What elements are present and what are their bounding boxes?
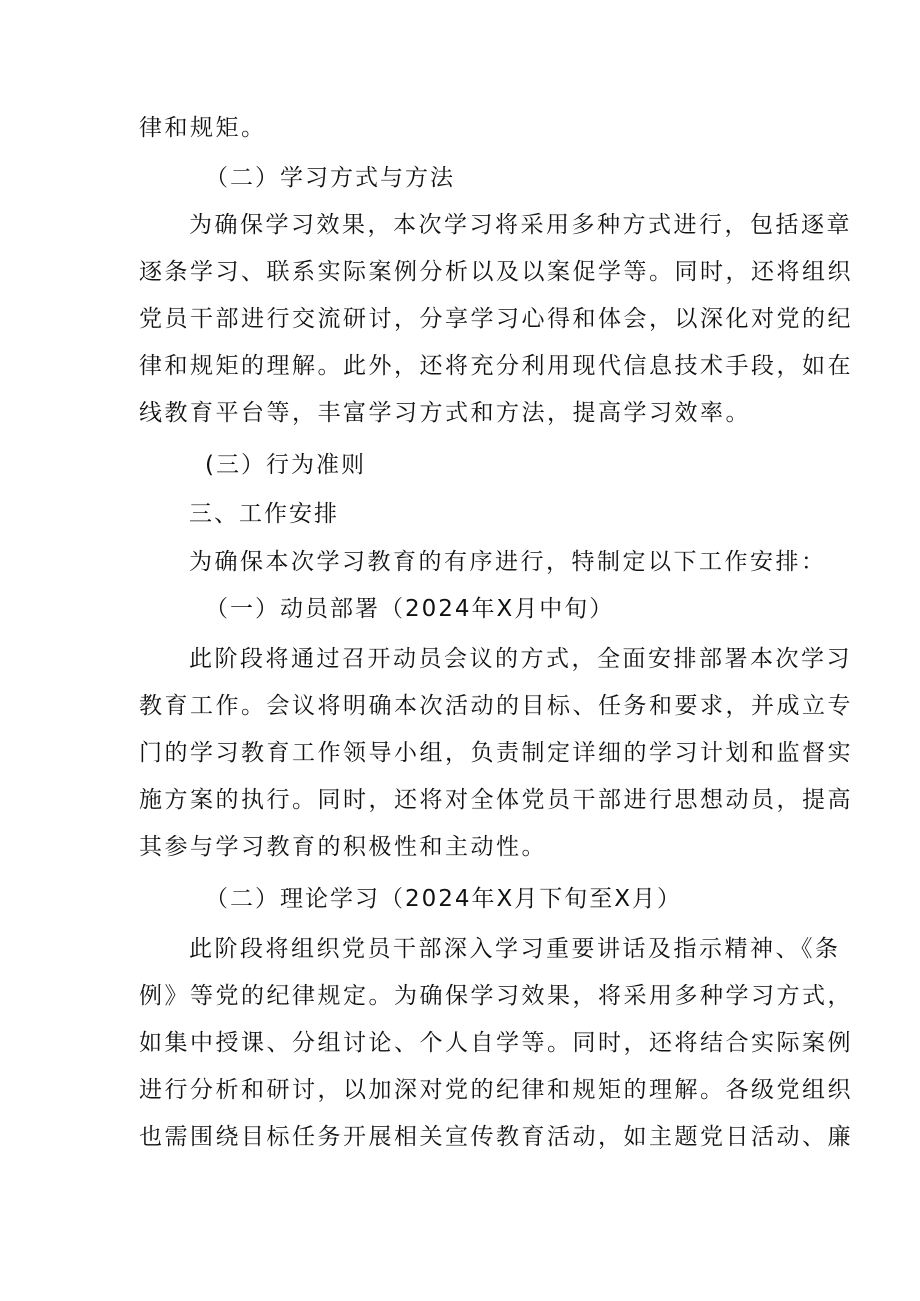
paragraph-line: 门的学习教育工作领导小组，负责制定详细的学习计划和监督实 <box>139 740 853 766</box>
paragraph-line: 党员干部进行交流研讨，分享学习心得和体会，以深化对党的纪 <box>139 306 853 332</box>
paragraph-line: 律和规矩。 <box>139 115 267 141</box>
section-heading-mobilization: （一）动员部署（2024年X月中旬） <box>205 596 615 622</box>
paragraph-line: 为确保学习效果，本次学习将采用多种方式进行，包括逐章 <box>189 212 852 238</box>
paragraph-line: 此阶段将组织党员干部深入学习重要讲话及指示精神、《条 <box>189 936 841 962</box>
paragraph-line: 为确保本次学习教育的有序进行，特制定以下工作安排： <box>189 549 827 575</box>
paragraph-line: 其参与学习教育的积极性和主动性。 <box>139 834 547 860</box>
paragraph-line: 施方案的执行。同时，还将对全体党员干部进行思想动员，提高 <box>139 787 853 813</box>
paragraph-line: 例》等党的纪律规定。为确保学习效果，将采用多种学习方式， <box>139 983 853 1009</box>
paragraph-line: 教育工作。会议将明确本次活动的目标、任务和要求，并成立专 <box>139 693 853 719</box>
section-heading-code-of-conduct: (三）行为准则 <box>205 452 366 478</box>
section-heading-learning-methods: （二）学习方式与方法 <box>205 165 455 191</box>
paragraph-line: 也需围绕目标任务开展相关宣传教育活动，如主题党日活动、廉 <box>139 1124 853 1150</box>
paragraph-line: 此阶段将通过召开动员会议的方式，全面安排部署本次学习 <box>189 646 852 672</box>
paragraph-line: 线教育平台等，丰富学习方式和方法，提高学习效率。 <box>139 400 751 426</box>
paragraph-line: 进行分析和研讨，以加深对党的纪律和规矩的理解。各级党组织 <box>139 1077 853 1103</box>
paragraph-line: 逐条学习、联系实际案例分析以及以案促学等。同时，还将组织 <box>139 259 853 285</box>
paragraph-line: 如集中授课、分组讨论、个人自学等。同时，还将结合实际案例 <box>139 1030 853 1056</box>
chapter-heading-work-arrangement: 三、工作安排 <box>189 501 339 527</box>
section-heading-theory-study: （二）理论学习（2024年X月下旬至X月） <box>205 886 683 912</box>
paragraph-line: 律和规矩的理解。此外，还将充分利用现代信息技术手段，如在 <box>139 353 853 379</box>
